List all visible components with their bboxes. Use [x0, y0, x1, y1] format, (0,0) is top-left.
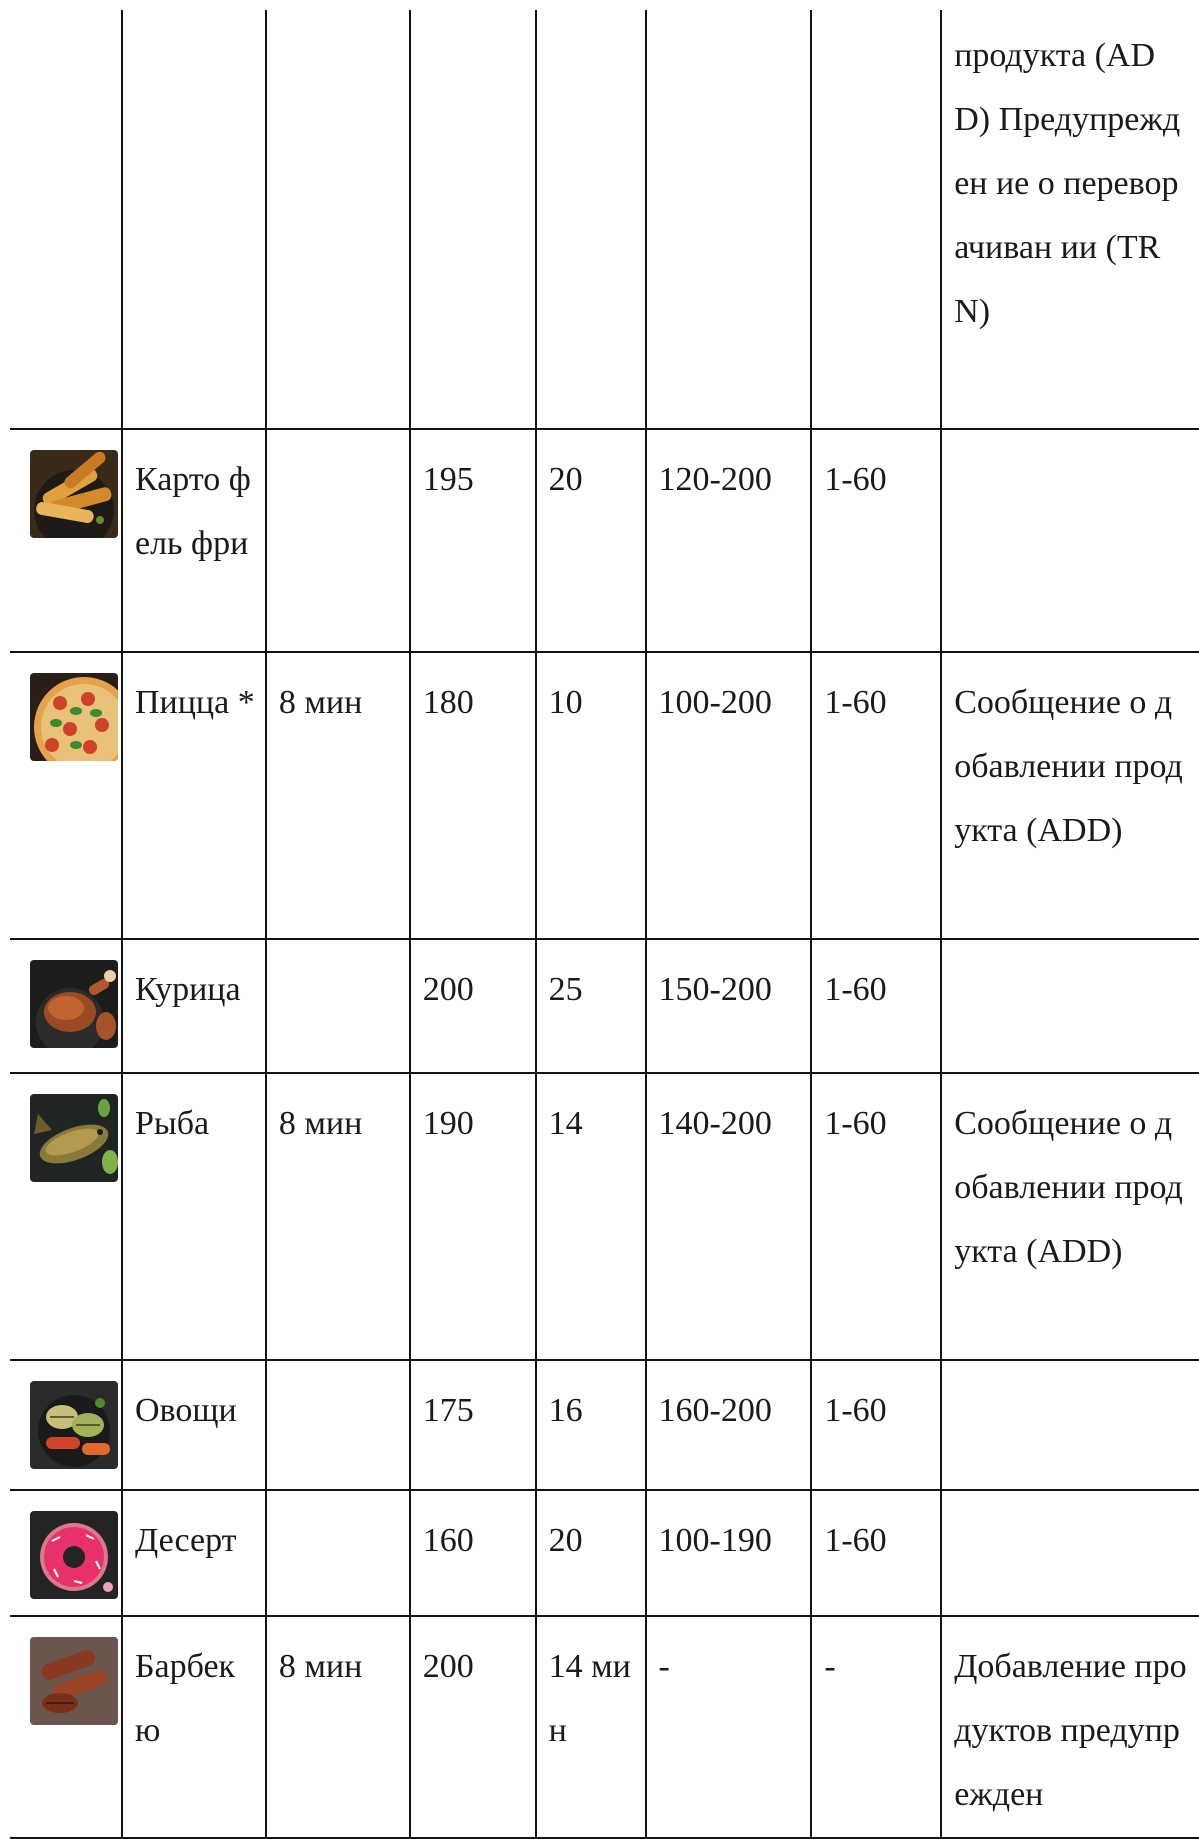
name-cell: Пицца * [122, 652, 266, 939]
time-range-cell: 1-60 [811, 1360, 941, 1490]
notes-cell [941, 939, 1199, 1073]
name-cell: Карто фель фри [122, 429, 266, 652]
temp-range-cell: 100-200 [646, 652, 812, 939]
time-cell: 10 [536, 652, 646, 939]
name-cell: Рыба [122, 1073, 266, 1360]
time-range-cell: - [811, 1616, 941, 1838]
temp-cell: 180 [410, 652, 536, 939]
icon-cell [10, 1490, 122, 1616]
temp-cell: 200 [410, 939, 536, 1073]
temp-cell: 195 [410, 429, 536, 652]
time-cell: 20 [536, 429, 646, 652]
name-cell: Овощи [122, 1360, 266, 1490]
notes-cell [941, 429, 1199, 652]
time-range-cell: 1-60 [811, 1490, 941, 1616]
time-range-cell: 1-60 [811, 1073, 941, 1360]
time-cell: 14 мин [536, 1616, 646, 1838]
time-range-cell: 1-60 [811, 939, 941, 1073]
time-range-cell [811, 10, 941, 429]
temp-range-cell: 100-190 [646, 1490, 812, 1616]
preheat-cell: 8 мин [266, 652, 410, 939]
temp-range-cell: 160-200 [646, 1360, 812, 1490]
preheat-cell: 8 мин [266, 1073, 410, 1360]
table-row [10, 1360, 1199, 1490]
notes-cell [941, 1360, 1199, 1490]
pizza-icon [30, 673, 118, 761]
temp-range-cell: 140-200 [646, 1073, 812, 1360]
notes-cell [941, 1490, 1199, 1616]
time-cell: 14 [536, 1073, 646, 1360]
icon-cell [10, 939, 122, 1073]
temp-range-cell: 150-200 [646, 939, 812, 1073]
notes-cell: продукта (ADD) Предупрежден ие о переворачиван ии (TRN) [941, 10, 1199, 429]
fries-icon [30, 450, 118, 538]
table-row [10, 1616, 1199, 1838]
cooking-programs-table [10, 10, 1199, 1839]
table-row [10, 1490, 1199, 1616]
icon-cell [10, 652, 122, 939]
icon-cell [10, 1616, 122, 1838]
name-cell: Барбек ю [122, 1616, 266, 1838]
preheat-cell [266, 429, 410, 652]
preheat-cell [266, 1360, 410, 1490]
time-cell: 20 [536, 1490, 646, 1616]
temp-cell: 175 [410, 1360, 536, 1490]
notes-cell: Сообщение о добавлении продукта (ADD) [941, 652, 1199, 939]
icon-cell [10, 1073, 122, 1360]
temp-range-cell: 120-200 [646, 429, 812, 652]
time-range-cell: 1-60 [811, 652, 941, 939]
table-row [10, 429, 1199, 652]
time-cell: 16 [536, 1360, 646, 1490]
temp-range-cell: - [646, 1616, 812, 1838]
preheat-cell: 8 мин [266, 1616, 410, 1838]
time-cell [536, 10, 646, 429]
chicken-icon [30, 960, 118, 1048]
name-cell [122, 10, 266, 429]
vegetables-icon [30, 1381, 118, 1469]
table-row [10, 1073, 1199, 1360]
notes-cell: Добавление продуктов предупрежден [941, 1616, 1199, 1838]
temp-cell: 160 [410, 1490, 536, 1616]
donut-icon [30, 1511, 118, 1599]
table-row [10, 652, 1199, 939]
preheat-cell [266, 939, 410, 1073]
table-row [10, 10, 1199, 429]
temp-cell: 190 [410, 1073, 536, 1360]
notes-cell: Сообщение о добавлении продукта (ADD) [941, 1073, 1199, 1360]
fish-icon [30, 1094, 118, 1182]
preheat-cell [266, 10, 410, 429]
preheat-cell [266, 1490, 410, 1616]
name-cell: Курица [122, 939, 266, 1073]
name-cell: Десерт [122, 1490, 266, 1616]
time-range-cell: 1-60 [811, 429, 941, 652]
time-cell: 25 [536, 939, 646, 1073]
temp-cell [410, 10, 536, 429]
barbecue-icon [30, 1637, 118, 1725]
temp-cell: 200 [410, 1616, 536, 1838]
table-row [10, 939, 1199, 1073]
temp-range-cell [646, 10, 812, 429]
icon-cell [10, 10, 122, 429]
icon-cell [10, 1360, 122, 1490]
icon-cell [10, 429, 122, 652]
